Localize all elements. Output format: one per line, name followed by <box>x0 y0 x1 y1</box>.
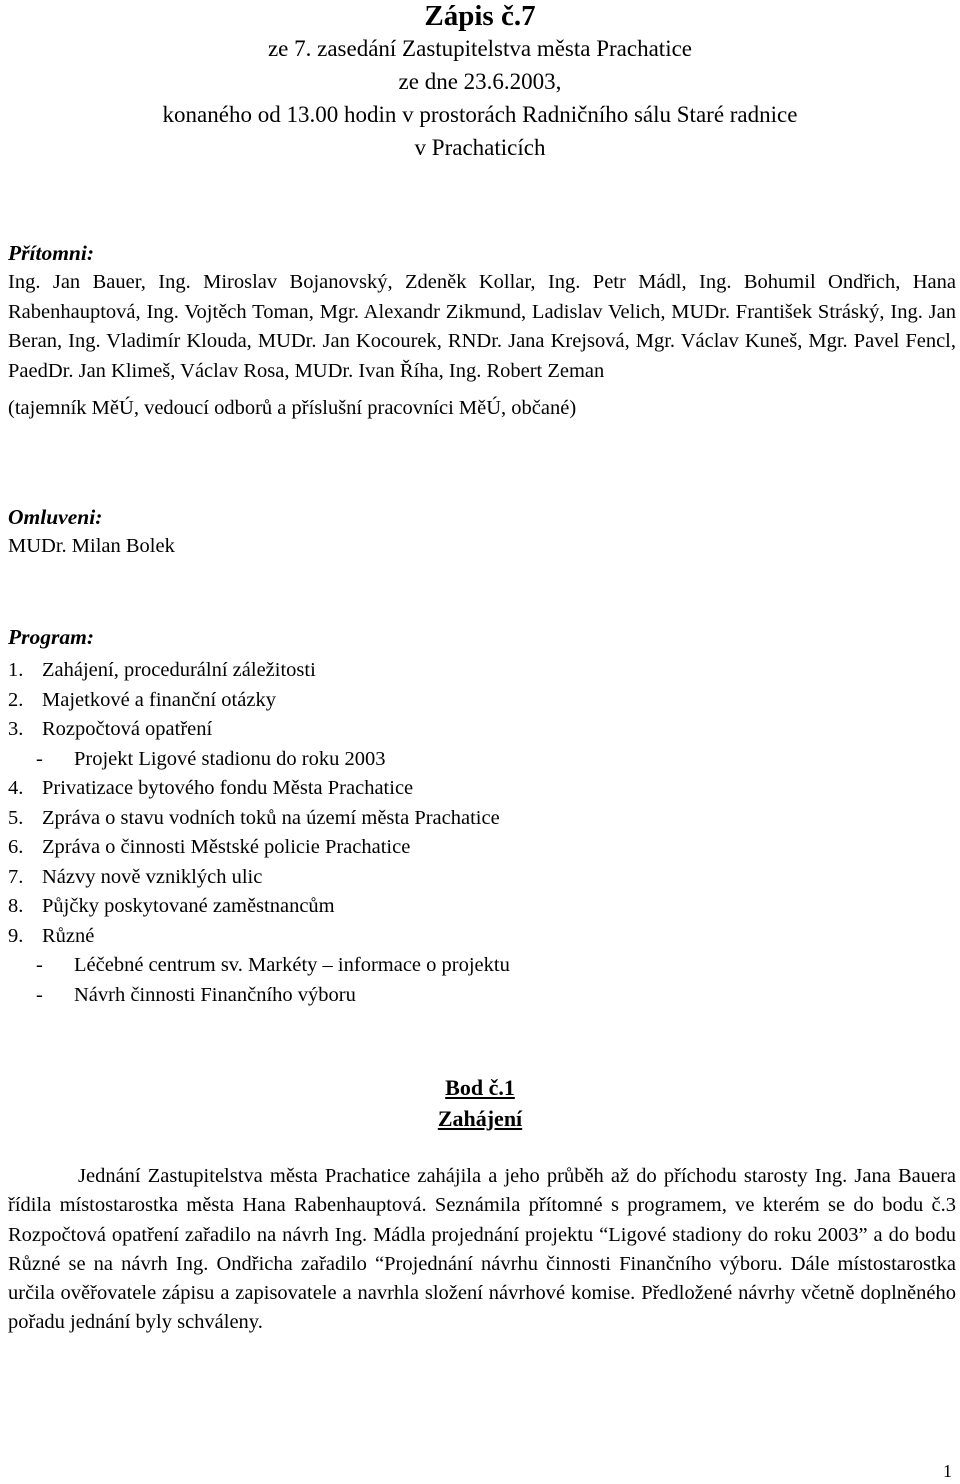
program-subitem: - Léčebné centrum sv. Markéty – informace o projektu <box>36 954 510 976</box>
page-number: 1 <box>943 1461 952 1481</box>
document-title: Zápis č.7 <box>424 0 536 32</box>
program-item: 4. Privatizace bytového fondu Města Prachatice <box>8 777 414 799</box>
program-item: 1. Zahájení, procedurální záležitosti <box>8 659 316 681</box>
header-line-4: v Prachaticích <box>414 135 546 160</box>
bod-title: Zahájení <box>437 1106 523 1131</box>
bod-paragraph: Jednání Zastupitelstva města Prachatice zahájila a jeho průběh až do příchodu starosty Ing. Jana Bauera řídila místostarostka města Hana Rabenhauptová. Seznámila přítomné s programem, ve kterém se do bodu č.3 Rozpočtová opatření zařadilo na návrh Ing. Mádla projednání projektu “Ligové stadiony do roku 2003” a do bodu Různé se na návrh Ing. Ondřicha zařadilo “Projednání návrhu činnosti Finančního výboru. Dále místostarostka určila ověřovatele zápisu a zapisovatele a navrhla složení návrhové komise. Předložené návrhy včetně doplněného pořadu jednání byly schváleny. <box>8 1165 956 1334</box>
program-subitem: - Projekt Ligové stadionu do roku 2003 <box>36 747 386 770</box>
program-section <box>8 622 956 1010</box>
excused-heading: Omluveni: <box>8 505 103 529</box>
program-item: 3. Rozpočtová opatření <box>8 718 213 740</box>
program-item: 8. Půjčky poskytované zaměstnancům <box>8 895 335 917</box>
excused-section <box>8 502 956 562</box>
program-item: 6. Zpráva o činnosti Městské policie Prachatice <box>8 836 411 858</box>
present-section <box>8 238 956 424</box>
program-item: 7. Názvy nově vzniklých ulic <box>8 865 263 888</box>
present-names: Ing. Jan Bauer, Ing. Miroslav Bojanovský, Zdeněk Kollar, Ing. Petr Mádl, Ing. Bohumil Ondřich, Hana Rabenhauptová, Ing. Vojtěch Toman, Mgr. Alexandr Zikmund, Ladislav Velich, MUDr. František Stráský, Ing. Jan Beran, Ing. Vladimír Klouda, MUDr. Jan Kocourek, RNDr. Jana Krejsová, Mgr. Václav Kuneš, Mgr. Pavel Fencl, PaedDr. Jan Klimeš, Václav Rosa, MUDr. Ivan Říha, Ing. Robert Zeman <box>8 271 956 382</box>
excused-names: MUDr. Milan Bolek <box>8 535 175 557</box>
header-line-1: ze 7. zasedání Zastupitelstva města Prachatice <box>267 36 693 61</box>
bod-heading <box>0 1072 960 1134</box>
present-heading: Přítomni: <box>8 241 95 265</box>
bod-number: Bod č.1 <box>445 1075 515 1100</box>
program-list <box>8 656 956 1010</box>
header-line-3: konaného od 13.00 hodin v prostorách Radničního sálu Staré radnice <box>162 102 798 127</box>
program-heading: Program: <box>8 625 94 649</box>
program-subitem: - Návrh činnosti Finančního výboru <box>36 983 356 1006</box>
document-header <box>0 0 960 164</box>
program-item: 9. Různé <box>8 924 95 947</box>
present-note: (tajemník MěÚ, vedoucí odborů a příslušní pracovníci MěÚ, občané) <box>8 397 577 419</box>
header-line-2: ze dne 23.6.2003, <box>398 69 562 94</box>
program-item: 5. Zpráva o stavu vodních toků na území města Prachatice <box>8 806 500 829</box>
program-item: 2. Majetkové a finanční otázky <box>8 688 276 711</box>
